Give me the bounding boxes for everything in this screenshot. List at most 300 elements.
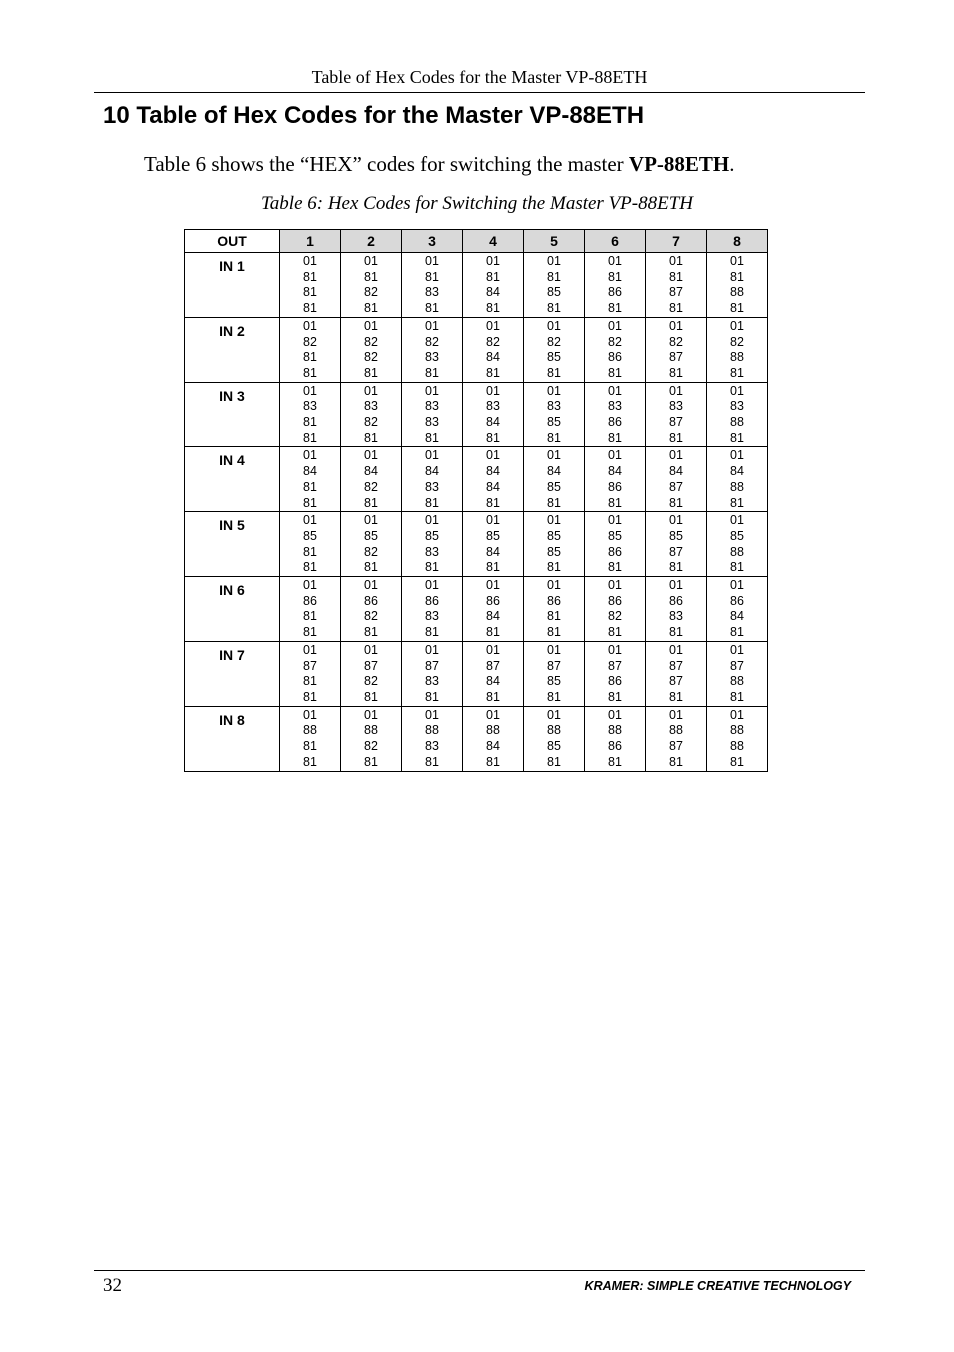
hex-byte: 82 xyxy=(364,415,378,430)
hex-byte: 85 xyxy=(730,528,744,543)
hex-byte: 81 xyxy=(608,430,622,445)
hex-byte: 01 xyxy=(303,707,317,722)
hex-byte: 85 xyxy=(547,528,561,543)
column-header: 1 xyxy=(280,230,341,253)
hex-byte: 84 xyxy=(425,464,439,479)
hex-byte: 01 xyxy=(608,642,622,657)
hex-byte: 82 xyxy=(364,285,378,300)
hex-byte: 01 xyxy=(425,318,439,333)
hex-code-cell xyxy=(707,317,768,382)
hex-code-cell xyxy=(707,447,768,512)
hex-byte: 01 xyxy=(364,513,378,528)
hex-byte: 01 xyxy=(303,318,317,333)
hex-byte: 01 xyxy=(730,448,744,463)
hex-byte: 86 xyxy=(669,593,683,608)
hex-byte: 81 xyxy=(547,560,561,575)
hex-byte: 01 xyxy=(608,254,622,268)
hex-code-cell xyxy=(280,317,341,382)
hex-byte: 87 xyxy=(486,658,500,673)
hex-byte: 81 xyxy=(364,625,378,640)
hex-byte: 85 xyxy=(669,528,683,543)
hex-byte: 81 xyxy=(730,625,744,640)
hex-byte: 84 xyxy=(608,464,622,479)
hex-code-cell xyxy=(585,577,646,642)
hex-byte: 01 xyxy=(547,513,561,528)
hex-byte: 83 xyxy=(303,399,317,414)
footer-brand: KRAMER: SIMPLE CREATIVE TECHNOLOGY xyxy=(584,1279,851,1293)
hex-byte: 81 xyxy=(425,754,439,769)
hex-code-cell xyxy=(341,317,402,382)
hex-byte: 84 xyxy=(486,674,500,689)
hex-byte: 83 xyxy=(425,479,439,494)
hex-byte: 81 xyxy=(608,301,622,316)
hex-byte: 88 xyxy=(425,723,439,738)
hex-byte: 81 xyxy=(303,365,317,380)
hex-byte: 81 xyxy=(730,365,744,380)
hex-byte: 81 xyxy=(303,689,317,704)
hex-byte: 86 xyxy=(608,285,622,300)
hex-byte: 81 xyxy=(669,430,683,445)
row-label: IN 6 xyxy=(185,577,280,642)
hex-byte: 81 xyxy=(486,365,500,380)
hex-byte: 01 xyxy=(608,513,622,528)
hex-byte: 86 xyxy=(608,674,622,689)
hex-code-cell xyxy=(646,447,707,512)
hex-byte: 01 xyxy=(303,383,317,398)
hex-byte: 83 xyxy=(425,609,439,624)
hex-byte: 81 xyxy=(547,269,561,284)
hex-byte: 01 xyxy=(547,642,561,657)
hex-byte: 86 xyxy=(608,739,622,754)
table-row xyxy=(185,706,768,771)
hex-byte: 01 xyxy=(486,707,500,722)
row-label: IN 8 xyxy=(185,706,280,771)
hex-byte: 81 xyxy=(608,625,622,640)
hex-byte: 81 xyxy=(730,689,744,704)
column-header: 2 xyxy=(341,230,402,253)
hex-byte: 01 xyxy=(486,448,500,463)
hex-byte: 81 xyxy=(425,365,439,380)
hex-byte: 81 xyxy=(669,560,683,575)
hex-byte: 81 xyxy=(608,269,622,284)
hex-byte: 01 xyxy=(486,254,500,268)
hex-byte: 82 xyxy=(364,674,378,689)
hex-code-cell xyxy=(585,382,646,447)
hex-byte: 81 xyxy=(303,674,317,689)
hex-byte: 01 xyxy=(730,642,744,657)
hex-byte: 84 xyxy=(486,464,500,479)
hex-byte: 01 xyxy=(364,578,378,593)
hex-byte: 01 xyxy=(364,448,378,463)
hex-byte: 81 xyxy=(547,609,561,624)
hex-byte: 81 xyxy=(425,495,439,510)
hex-byte: 81 xyxy=(364,689,378,704)
hex-byte: 81 xyxy=(303,609,317,624)
hex-code-cell xyxy=(585,447,646,512)
hex-byte: 01 xyxy=(547,383,561,398)
hex-code-cell xyxy=(646,317,707,382)
hex-byte: 81 xyxy=(486,269,500,284)
hex-byte: 82 xyxy=(425,334,439,349)
hex-code-cell xyxy=(585,512,646,577)
hex-byte: 81 xyxy=(303,301,317,316)
hex-byte: 01 xyxy=(608,707,622,722)
hex-byte: 81 xyxy=(486,689,500,704)
hex-byte: 01 xyxy=(425,578,439,593)
hex-byte: 81 xyxy=(547,495,561,510)
hex-byte: 83 xyxy=(730,399,744,414)
hex-byte: 81 xyxy=(669,754,683,769)
hex-byte: 81 xyxy=(303,754,317,769)
hex-byte: 01 xyxy=(608,578,622,593)
hex-byte: 84 xyxy=(486,739,500,754)
hex-byte: 85 xyxy=(364,528,378,543)
hex-byte: 88 xyxy=(547,723,561,738)
hex-byte: 83 xyxy=(425,544,439,559)
hex-code-cell xyxy=(707,706,768,771)
hex-byte: 81 xyxy=(486,301,500,316)
hex-code-cell xyxy=(463,706,524,771)
hex-byte: 81 xyxy=(669,495,683,510)
hex-byte: 81 xyxy=(730,560,744,575)
hex-byte: 81 xyxy=(547,430,561,445)
hex-codes-table xyxy=(184,229,768,772)
table-row xyxy=(185,641,768,706)
hex-byte: 88 xyxy=(730,479,744,494)
hex-code-cell xyxy=(463,253,524,318)
hex-byte: 83 xyxy=(425,739,439,754)
hex-byte: 84 xyxy=(303,464,317,479)
hex-byte: 87 xyxy=(669,285,683,300)
hex-byte: 81 xyxy=(669,301,683,316)
hex-byte: 01 xyxy=(608,383,622,398)
hex-byte: 81 xyxy=(608,495,622,510)
hex-code-cell xyxy=(463,512,524,577)
hex-byte: 83 xyxy=(486,399,500,414)
hex-code-cell xyxy=(524,253,585,318)
hex-byte: 85 xyxy=(425,528,439,543)
hex-byte: 01 xyxy=(730,707,744,722)
hex-byte: 01 xyxy=(486,383,500,398)
hex-byte: 81 xyxy=(303,479,317,494)
hex-code-cell xyxy=(524,641,585,706)
hex-byte: 01 xyxy=(730,383,744,398)
hex-byte: 01 xyxy=(547,578,561,593)
hex-byte: 01 xyxy=(425,513,439,528)
hex-byte: 81 xyxy=(608,365,622,380)
hex-byte: 84 xyxy=(730,609,744,624)
hex-byte: 81 xyxy=(730,495,744,510)
hex-byte: 84 xyxy=(486,285,500,300)
hex-byte: 82 xyxy=(303,334,317,349)
hex-byte: 01 xyxy=(303,254,317,268)
hex-byte: 82 xyxy=(608,609,622,624)
hex-byte: 01 xyxy=(547,707,561,722)
hex-byte: 87 xyxy=(364,658,378,673)
hex-byte: 01 xyxy=(669,578,683,593)
table-header-row xyxy=(185,230,768,253)
hex-byte: 81 xyxy=(669,625,683,640)
hex-byte: 82 xyxy=(364,609,378,624)
hex-code-cell xyxy=(646,512,707,577)
hex-byte: 01 xyxy=(425,383,439,398)
hex-byte: 84 xyxy=(730,464,744,479)
hex-byte: 81 xyxy=(425,430,439,445)
page-number: 32 xyxy=(103,1275,122,1296)
hex-byte: 81 xyxy=(364,301,378,316)
hex-byte: 83 xyxy=(425,399,439,414)
hex-byte: 86 xyxy=(425,593,439,608)
hex-code-cell xyxy=(524,382,585,447)
hex-byte: 01 xyxy=(608,318,622,333)
hex-byte: 82 xyxy=(608,334,622,349)
hex-byte: 86 xyxy=(608,479,622,494)
row-label: IN 4 xyxy=(185,447,280,512)
table-row xyxy=(185,447,768,512)
intro-product-name: VP-88ETH xyxy=(628,152,730,176)
hex-byte: 82 xyxy=(364,739,378,754)
hex-byte: 01 xyxy=(486,318,500,333)
hex-byte: 81 xyxy=(364,269,378,284)
hex-byte: 01 xyxy=(730,254,744,268)
hex-byte: 87 xyxy=(669,544,683,559)
hex-byte: 87 xyxy=(669,739,683,754)
hex-code-cell xyxy=(524,706,585,771)
footer-rule xyxy=(94,1270,865,1271)
hex-byte: 01 xyxy=(303,513,317,528)
hex-byte: 81 xyxy=(364,754,378,769)
hex-byte: 01 xyxy=(425,254,439,268)
row-label: IN 3 xyxy=(185,382,280,447)
hex-byte: 01 xyxy=(547,448,561,463)
hex-code-cell xyxy=(341,512,402,577)
hex-byte: 81 xyxy=(547,365,561,380)
hex-code-cell xyxy=(280,577,341,642)
hex-byte: 84 xyxy=(669,464,683,479)
hex-code-cell xyxy=(646,706,707,771)
hex-byte: 85 xyxy=(608,528,622,543)
hex-code-cell xyxy=(402,641,463,706)
column-header: 6 xyxy=(585,230,646,253)
hex-code-cell xyxy=(402,317,463,382)
column-header: 7 xyxy=(646,230,707,253)
hex-byte: 81 xyxy=(486,625,500,640)
hex-byte: 83 xyxy=(669,609,683,624)
hex-code-cell xyxy=(402,706,463,771)
hex-byte: 01 xyxy=(364,707,378,722)
table-row xyxy=(185,577,768,642)
hex-byte: 81 xyxy=(303,415,317,430)
hex-byte: 87 xyxy=(669,479,683,494)
hex-byte: 87 xyxy=(669,350,683,365)
hex-byte: 81 xyxy=(608,560,622,575)
hex-code-cell xyxy=(402,253,463,318)
hex-byte: 86 xyxy=(608,350,622,365)
hex-byte: 01 xyxy=(364,254,378,268)
hex-byte: 81 xyxy=(303,544,317,559)
hex-byte: 01 xyxy=(730,318,744,333)
hex-code-cell xyxy=(646,382,707,447)
hex-byte: 84 xyxy=(486,350,500,365)
hex-byte: 86 xyxy=(486,593,500,608)
hex-byte: 83 xyxy=(547,399,561,414)
hex-code-cell xyxy=(463,317,524,382)
hex-byte: 88 xyxy=(730,415,744,430)
hex-code-cell xyxy=(646,577,707,642)
table-caption: Table 6: Hex Codes for Switching the Master VP-88ETH xyxy=(260,193,694,214)
hex-byte: 81 xyxy=(547,301,561,316)
hex-byte: 01 xyxy=(486,642,500,657)
hex-byte: 88 xyxy=(364,723,378,738)
hex-byte: 82 xyxy=(730,334,744,349)
hex-byte: 83 xyxy=(425,285,439,300)
hex-code-cell xyxy=(524,317,585,382)
hex-code-cell xyxy=(463,577,524,642)
hex-byte: 87 xyxy=(669,415,683,430)
hex-byte: 01 xyxy=(730,578,744,593)
table-body xyxy=(185,253,768,772)
hex-code-cell xyxy=(463,641,524,706)
hex-byte: 81 xyxy=(303,625,317,640)
hex-code-cell xyxy=(585,253,646,318)
hex-byte: 01 xyxy=(547,318,561,333)
hex-byte: 81 xyxy=(547,689,561,704)
table-row xyxy=(185,512,768,577)
hex-byte: 88 xyxy=(730,723,744,738)
hex-byte: 01 xyxy=(303,578,317,593)
hex-byte: 01 xyxy=(669,254,683,268)
hex-byte: 81 xyxy=(669,689,683,704)
hex-byte: 81 xyxy=(303,285,317,300)
column-header: 8 xyxy=(707,230,768,253)
hex-byte: 87 xyxy=(608,658,622,673)
hex-byte: 84 xyxy=(486,479,500,494)
hex-byte: 81 xyxy=(364,560,378,575)
hex-byte: 01 xyxy=(425,642,439,657)
hex-byte: 88 xyxy=(730,285,744,300)
table-row xyxy=(185,253,768,318)
column-header: 5 xyxy=(524,230,585,253)
hex-byte: 84 xyxy=(486,415,500,430)
hex-byte: 82 xyxy=(486,334,500,349)
hex-byte: 81 xyxy=(669,365,683,380)
hex-byte: 88 xyxy=(730,674,744,689)
hex-byte: 85 xyxy=(547,350,561,365)
hex-byte: 81 xyxy=(303,350,317,365)
hex-byte: 86 xyxy=(547,593,561,608)
hex-byte: 82 xyxy=(364,350,378,365)
row-label: IN 7 xyxy=(185,641,280,706)
hex-byte: 84 xyxy=(486,609,500,624)
hex-byte: 81 xyxy=(547,625,561,640)
hex-byte: 84 xyxy=(547,464,561,479)
hex-byte: 81 xyxy=(303,430,317,445)
hex-byte: 81 xyxy=(303,739,317,754)
hex-byte: 01 xyxy=(486,513,500,528)
hex-code-cell xyxy=(524,447,585,512)
hex-code-cell xyxy=(341,706,402,771)
hex-code-cell xyxy=(707,641,768,706)
chapter-title: 10 Table of Hex Codes for the Master VP-88ETH xyxy=(103,102,645,129)
hex-byte: 86 xyxy=(608,593,622,608)
hex-byte: 86 xyxy=(730,593,744,608)
column-header: 3 xyxy=(402,230,463,253)
hex-byte: 81 xyxy=(425,560,439,575)
hex-code-cell xyxy=(280,706,341,771)
hex-byte: 01 xyxy=(364,642,378,657)
hex-byte: 81 xyxy=(425,689,439,704)
hex-byte: 83 xyxy=(425,674,439,689)
hex-code-cell xyxy=(341,253,402,318)
hex-byte: 83 xyxy=(669,399,683,414)
hex-byte: 88 xyxy=(303,723,317,738)
hex-byte: 87 xyxy=(425,658,439,673)
hex-code-cell xyxy=(402,512,463,577)
hex-code-cell xyxy=(646,253,707,318)
hex-byte: 82 xyxy=(669,334,683,349)
hex-code-cell xyxy=(463,447,524,512)
hex-byte: 81 xyxy=(730,430,744,445)
hex-code-cell xyxy=(646,641,707,706)
hex-byte: 88 xyxy=(730,544,744,559)
hex-byte: 01 xyxy=(303,448,317,463)
hex-byte: 81 xyxy=(608,689,622,704)
hex-byte: 83 xyxy=(425,415,439,430)
hex-code-cell xyxy=(707,253,768,318)
hex-byte: 81 xyxy=(486,430,500,445)
hex-byte: 87 xyxy=(547,658,561,673)
hex-code-cell xyxy=(280,382,341,447)
hex-byte: 88 xyxy=(669,723,683,738)
hex-code-cell xyxy=(341,447,402,512)
hex-byte: 87 xyxy=(730,658,744,673)
hex-code-cell xyxy=(341,577,402,642)
hex-byte: 82 xyxy=(364,334,378,349)
hex-byte: 86 xyxy=(608,415,622,430)
hex-byte: 01 xyxy=(547,254,561,268)
hex-byte: 83 xyxy=(425,350,439,365)
hex-byte: 01 xyxy=(669,513,683,528)
hex-byte: 01 xyxy=(669,383,683,398)
hex-byte: 81 xyxy=(364,365,378,380)
hex-byte: 88 xyxy=(608,723,622,738)
hex-byte: 81 xyxy=(364,430,378,445)
hex-code-cell xyxy=(463,382,524,447)
column-header: 4 xyxy=(463,230,524,253)
hex-code-cell xyxy=(341,382,402,447)
hex-byte: 82 xyxy=(364,479,378,494)
hex-byte: 81 xyxy=(608,754,622,769)
hex-code-cell xyxy=(280,641,341,706)
hex-byte: 83 xyxy=(608,399,622,414)
hex-byte: 81 xyxy=(425,625,439,640)
hex-byte: 81 xyxy=(425,301,439,316)
hex-byte: 81 xyxy=(303,269,317,284)
row-label: IN 2 xyxy=(185,317,280,382)
hex-byte: 85 xyxy=(547,674,561,689)
row-label: IN 1 xyxy=(185,253,280,318)
hex-byte: 85 xyxy=(547,479,561,494)
hex-byte: 81 xyxy=(364,495,378,510)
hex-code-cell xyxy=(707,382,768,447)
hex-byte: 81 xyxy=(486,754,500,769)
hex-byte: 86 xyxy=(364,593,378,608)
hex-code-cell xyxy=(402,382,463,447)
hex-byte: 82 xyxy=(547,334,561,349)
hex-byte: 87 xyxy=(669,658,683,673)
hex-byte: 85 xyxy=(486,528,500,543)
hex-byte: 81 xyxy=(425,269,439,284)
